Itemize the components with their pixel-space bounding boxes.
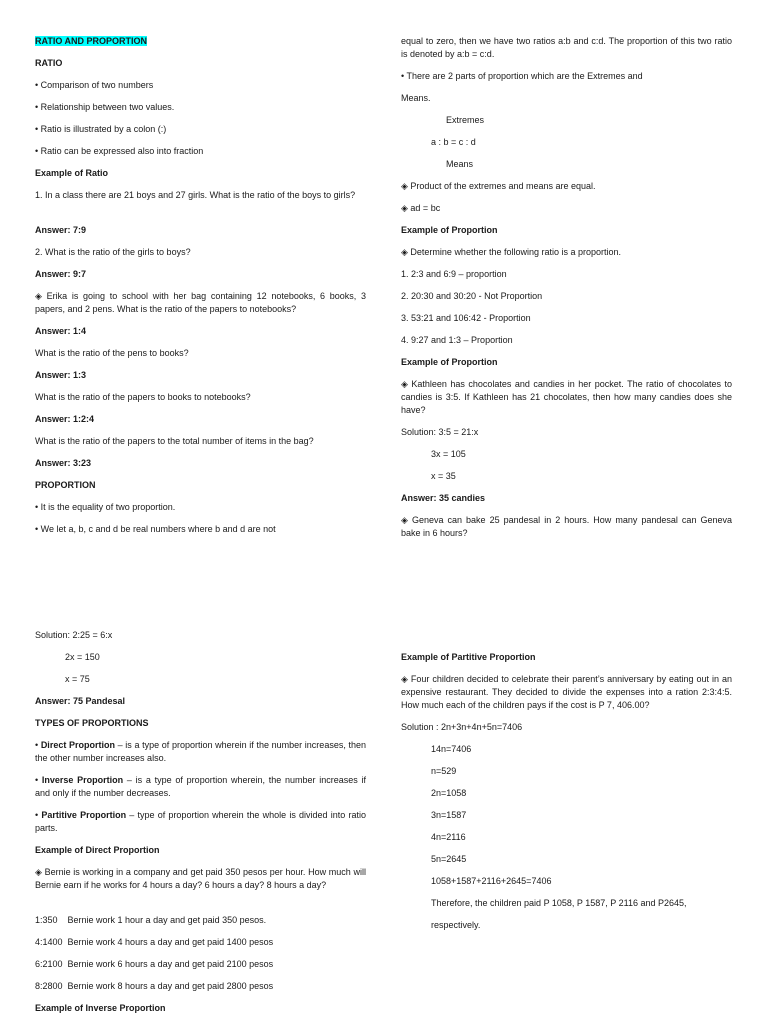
means-label: Means — [446, 159, 474, 169]
proportion-item-4: 4. 9:27 and 1:3 – Proportion — [401, 335, 513, 345]
proportion-heading: PROPORTION — [35, 480, 96, 490]
kathleen-step-1: 3x = 105 — [431, 449, 466, 459]
determine-instruction: ◈ Determine whether the following ratio is a proportion. — [401, 247, 622, 257]
question-5: What is the ratio of the papers to books to notebooks? — [35, 392, 251, 402]
ratio-bullet-3: • Ratio is illustrated by a colon (:) — [35, 124, 167, 134]
geneva-step-2: x = 75 — [65, 674, 90, 684]
document-title — [35, 35, 366, 57]
geneva-answer: Answer: 75 Pandesal — [35, 696, 126, 706]
partitive-step-6: 5n=2645 — [431, 854, 467, 864]
partitive-step-3: 2n=1058 — [431, 788, 467, 798]
proportion-bullet-1: • It is the equality of two proportion. — [35, 502, 176, 512]
partitive-solution: Solution : 2n+3n+4n+5n=7406 — [401, 722, 523, 732]
geneva-solution: Solution: 2:25 = 6:x — [35, 630, 113, 640]
direct-proportion-def: • Direct Proportion – is a type of proportion wherein if the number increases, then the other number increases also. — [35, 740, 366, 763]
proportion-item-3: 3. 53:21 and 106:42 - Proportion — [401, 313, 531, 323]
partitive-step-1: 14n=7406 — [431, 744, 472, 754]
page1-right-column — [401, 35, 732, 549]
ratio-bullet-4: • Ratio can be expressed also into fraction — [35, 146, 204, 156]
answer-5: Answer: 1:2:4 — [35, 414, 95, 424]
title-highlight: RATIO AND PROPORTION — [35, 36, 147, 46]
product-statement: ◈ Product of the extremes and means are equal. — [401, 181, 596, 191]
page2-left-column — [35, 629, 366, 1018]
ratio-bullet-2: • Relationship between two values. — [35, 102, 175, 112]
page1-left-column — [35, 35, 366, 545]
example-proportion-heading-2: Example of Proportion — [401, 357, 498, 367]
proportion-continued: equal to zero, then we have two ratios a:b and c:d. The proportion of this two ratio is denoted by a:b = c:d. — [401, 36, 732, 59]
four-children-problem: ◈ Four children decided to celebrate their parent’s anniversary by eating out in an expensive restaurant. They decided to divide the expenses into a ration 2:3:4:5. How much each of the children pays if the cost is P 7, 406.00? — [401, 674, 732, 710]
question-2: 2. What is the ratio of the girls to boys? — [35, 247, 191, 257]
bernie-row-3: 6:2100 Bernie work 6 hours a day and get paid 2100 pesos — [35, 959, 274, 969]
inverse-proportion-def: • Inverse Proportion – is a type of proportion wherein, the number increases if and only if the number decreases. — [35, 775, 367, 798]
answer-4: Answer: 1:3 — [35, 370, 87, 380]
page2-right-column — [401, 651, 732, 941]
question-4: What is the ratio of the pens to books? — [35, 348, 189, 358]
ad-bc-statement: ◈ ad = bc — [401, 203, 441, 213]
proportion-item-2: 2. 20:30 and 30:20 - Not Proportion — [401, 291, 543, 301]
ratio-bullet-1: • Comparison of two numbers — [35, 80, 154, 90]
example-ratio-heading: Example of Ratio — [35, 168, 109, 178]
direct-term: Direct Proportion — [40, 740, 115, 750]
bernie-problem: ◈ Bernie is working in a company and get paid 350 pesos per hour. How much will Bernie earn if he works for 4 hours a day? 6 hours a day? 8 hours a day? — [35, 867, 366, 890]
kathleen-problem: ◈ Kathleen has chocolates and candies in her pocket. The ratio of chocolates to candies is 3:5. If Kathleen has 21 chocolates, then how many candies does she have? — [401, 379, 732, 415]
partitive-conclusion-end: respectively. — [431, 920, 481, 930]
answer-2: Answer: 9:7 — [35, 269, 87, 279]
question-6: What is the ratio of the papers to the total number of items in the bag? — [35, 436, 314, 446]
parts-of-proportion: • There are 2 parts of proportion which are the Extremes and — [401, 71, 643, 81]
kathleen-solution: Solution: 3:5 = 21:x — [401, 427, 479, 437]
proportion-formula: a : b = c : d — [431, 137, 476, 147]
proportion-bullet-2: • We let a, b, c and d be real numbers where b and d are not — [35, 524, 276, 534]
question-erika: ◈ Erika is going to school with her bag containing 12 notebooks, 6 books, 3 papers, and 2 pens. What is the ratio of the papers to notebooks? — [35, 291, 366, 314]
kathleen-answer: Answer: 35 candies — [401, 493, 486, 503]
partitive-definition: – type of proportion wherein the whole is divided into ratio parts. — [35, 810, 366, 833]
example-proportion-heading-1: Example of Proportion — [401, 225, 498, 235]
partitive-step-5: 4n=2116 — [431, 832, 466, 842]
partitive-proportion-def: • Partitive Proportion – type of proportion wherein the whole is divided into ratio parts. — [35, 810, 366, 833]
proportion-item-1: 1. 2:3 and 6:9 – proportion — [401, 269, 507, 279]
partitive-step-2: n=529 — [431, 766, 457, 776]
extremes-label: Extremes — [446, 115, 485, 125]
answer-3: Answer: 1:4 — [35, 326, 87, 336]
partitive-term: Partitive Proportion — [41, 810, 127, 820]
bernie-row-4: 8:2800 Bernie work 8 hours a day and get paid 2800 pesos — [35, 981, 274, 991]
means-word: Means. — [401, 93, 431, 103]
geneva-step-1: 2x = 150 — [65, 652, 100, 662]
example-inverse-heading: Example of Inverse Proportion — [35, 1003, 166, 1013]
inverse-term: Inverse Proportion — [41, 775, 124, 785]
answer-6: Answer: 3:23 — [35, 458, 92, 468]
partitive-check: 1058+1587+2116+2645=7406 — [431, 876, 552, 886]
answer-1: Answer: 7:9 — [35, 225, 87, 235]
geneva-problem: ◈ Geneva can bake 25 pandesal in 2 hours. How many pandesal can Geneva bake in 6 hours? — [401, 515, 732, 538]
bernie-row-1: 1:350 Bernie work 1 hour a day and get paid 350 pesos. — [35, 915, 267, 925]
kathleen-step-2: x = 35 — [431, 471, 456, 481]
ratio-heading: RATIO — [35, 58, 63, 68]
example-direct-heading: Example of Direct Proportion — [35, 845, 160, 855]
inverse-definition: – is a type of proportion wherein, the number increases if and only if the number decreases. — [35, 775, 367, 798]
types-heading: TYPES OF PROPORTIONS — [35, 718, 149, 728]
example-partitive-heading: Example of Partitive Proportion — [401, 652, 536, 662]
partitive-conclusion: Therefore, the children paid P 1058, P 1587, P 2116 and P2645, — [431, 898, 687, 908]
direct-definition: – is a type of proportion wherein if the number increases, then the other number increases also. — [35, 740, 366, 763]
bernie-row-2: 4:1400 Bernie work 4 hours a day and get paid 1400 pesos — [35, 937, 274, 947]
question-1: 1. In a class there are 21 boys and 27 girls. What is the ratio of the boys to girls? — [35, 190, 356, 200]
partitive-step-4: 3n=1587 — [431, 810, 467, 820]
